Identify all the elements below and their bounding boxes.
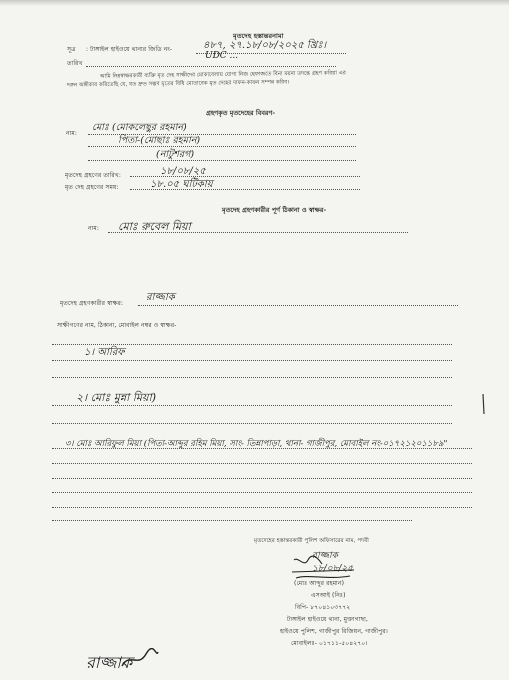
witness-dotted-line-6 (52, 448, 472, 449)
intro-line-1: আমি নিম্নস্বাক্ষরকারী ব্যক্তি মৃত দেহ সাক্ষীদের মোকাবেলায় যোগ্য নিজ হেফাজতে বিনা ময়না তদন্তে গ্রহণ করিয়া এর (99, 70, 346, 80)
ref-text: : টাঙ্গাইল হাইওয়ে থানার জিডি নং- (86, 46, 173, 53)
document-title: মৃতদেহ হস্তান্তরনামা (233, 32, 284, 40)
witness-dotted-line-9 (52, 492, 472, 493)
date-handwritten: UDC ... (205, 51, 239, 61)
date-dotted-line (86, 66, 336, 67)
witness-3: ৩। মোঃ আরিফুল মিয়া (পিতা-আব্দুর রহিম মিয়া, সাং- তিন্নাপাড়া, থানা- গাজীপুর, মোবাইল নং-০১৭২১২০১১৮৯" (65, 439, 448, 449)
deceased-heading: গ্রহণকৃত মৃতদেহের বিবরণ- (206, 110, 276, 117)
officer-bp: বিপি- ৮৭০৪১০৩৭৭২ (295, 604, 351, 611)
receiver-sign-value: রাজ্জাক (146, 292, 175, 303)
receiver-sign-dotted-line (138, 305, 458, 306)
deceased-name-line-2: পিতা-(মোছাঃ রহমান) (118, 135, 201, 146)
name-dotted-line-3 (88, 160, 356, 161)
receive-time-value: ১৮.০৫ ঘটিকায় (150, 179, 213, 190)
witness-dotted-line-11 (52, 520, 412, 521)
receiver-name-dotted-line (108, 232, 408, 233)
receiver-name-value: মোঃ রুবেল মিয়া (118, 220, 191, 233)
officer-region: হাইওয়ে পুলিশ, গাজীপুর রিজিয়ন, গাজীপুর। (280, 628, 388, 635)
margin-mark (478, 392, 488, 416)
receive-date-value: ১৮/০৮/২৫ (160, 166, 206, 177)
receiver-name-label: নাম: (88, 225, 99, 232)
witness-dotted-line-7 (52, 463, 472, 464)
date-label: তারিখ (67, 60, 83, 67)
officer-sign-date: ১৮/০৮/২৫ (312, 564, 354, 574)
intro-line-2: দরুন অঙ্গীকার করিতেছি যে, যত দ্রুত সম্ভব মৃতের বিধি মোতাবেক মৃত দেহের দাফন-কাফন সম্পন্ন করিব। (66, 79, 290, 89)
receive-time-label: মৃত দেহ গ্রহণের সময়: (65, 184, 119, 191)
officer-signature: রাজ্জাক (312, 551, 338, 561)
officer-name: (মোঃ আব্দুর রহমান) (294, 580, 345, 587)
ref-label: সূত্র (67, 46, 76, 53)
witness-dotted-line-5 (52, 423, 452, 424)
witness-dotted-line-10 (52, 507, 472, 508)
receive-time-dotted-line (130, 189, 360, 190)
bottom-signature: রাজ্জাক (86, 653, 133, 672)
page-shadow (0, 0, 509, 6)
signature-flourish (120, 648, 160, 670)
officer-station: টাঙ্গাইল হাইওয়ে থানা, মুক্তাগাছা, (287, 616, 369, 623)
officer-mobile: মোবাইলঃ- ০১৭১১-৫০৪২৭০। (291, 640, 368, 647)
receiver-heading: মৃতদেহ গ্রহণকারীর পূর্ণ ঠিকানা ও স্বাক্ষর- (222, 207, 327, 214)
officer-rank: এসআই (নিঃ) (311, 592, 346, 599)
receiver-sign-label: মৃতদেহ গ্রহণকারীর স্বাক্ষর: (60, 300, 124, 307)
witness-dotted-line-3 (52, 377, 452, 378)
officer-heading: মৃতদেহের হস্তান্তরকারী পুলিশ অফিসারের নাম, পদবী (254, 538, 369, 544)
witness-heading: সাক্ষীগণের নাম, ঠিকানা, মোবাইল নম্বর ও স্বাক্ষর- (57, 322, 177, 329)
witness-dotted-line-4 (52, 405, 452, 406)
deceased-name-line-1: মোঃ (মোকলেছুর রহমান) (92, 122, 187, 133)
witness-1: ১। আরিফ (84, 347, 125, 358)
witness-dotted-line-2 (52, 360, 452, 361)
receive-date-label: মৃতদেহ গ্রহণের তারিখ: (65, 172, 121, 179)
name-label: নাম: (66, 130, 77, 137)
ref-handwritten: ৪৮৭, ২৭.১৮/০৮/২০২৫ খ্রিঃ। (203, 40, 327, 51)
deceased-name-line-3: (নাটুশরগ) (156, 149, 195, 160)
witness-dotted-line-8 (52, 478, 472, 479)
name-dotted-line-2 (88, 146, 356, 147)
witness-2: ২। মোঃ মুন্না মিয়া) (76, 391, 156, 404)
